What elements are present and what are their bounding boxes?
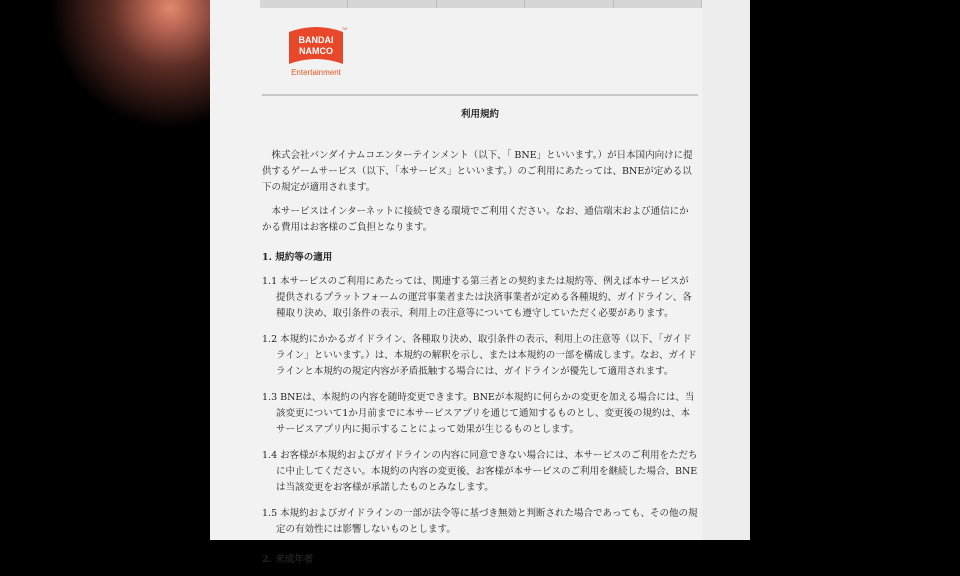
bandai-namco-logo bbox=[285, 24, 347, 78]
top-navigation-strip bbox=[260, 0, 702, 8]
terms-content bbox=[262, 148, 698, 576]
svg-text:NAMCO: NAMCO bbox=[299, 46, 333, 56]
intro-paragraph: 本サービスはインターネットに接続できる環境でご利用ください。なお、通信端末および通信にかかる費用はお客様のご負担となります。 bbox=[262, 206, 689, 233]
clause-1-3: 1.3 BNEは、本規約の内容を随時変更できます。BNEが本規約に何らかの変更を加える場合には、当該変更について1か月前までに本サービスアプリを通じて通知するものとし、変更後の規約は、本サービスアプリ内に掲示することによって効果が生じるものとします。 bbox=[262, 392, 695, 435]
svg-text:BANDAI: BANDAI bbox=[298, 35, 334, 45]
terms-page[interactable] bbox=[210, 0, 702, 565]
clause-1-5: 1.5 本規約およびガイドラインの一部が法令等に基づき無効と判断された場合であっても、その他の規定の有効性には影響しないものとします。 bbox=[262, 508, 698, 535]
top-tab[interactable] bbox=[525, 0, 613, 8]
background-panel-right bbox=[702, 0, 750, 540]
top-tab[interactable] bbox=[437, 0, 525, 8]
header-divider bbox=[262, 94, 698, 96]
svg-text:TM: TM bbox=[342, 27, 348, 31]
background-blur-left bbox=[0, 0, 212, 540]
document-title: 利用規約 bbox=[460, 109, 499, 120]
top-tab[interactable] bbox=[348, 0, 436, 8]
section-heading: 1. 規約等の適用 bbox=[262, 252, 333, 263]
top-tab[interactable] bbox=[614, 0, 702, 8]
clause-1-1: 1.1 本サービスのご利用にあたっては、関連する第三者との契約または規約等、例えば本サービスが提供されるプラットフォームの運営事業者または決済事業者が定める各種規約、ガイドライン、各種取り決め、取引条件の表示、利用上の注意等についても遵守していただく必要があります。 bbox=[262, 276, 692, 319]
clause-1-2: 1.2 本規約にかかるガイドライン、各種取り決め、取引条件の表示、利用上の注意等（以下、「ガイドライン」といいます。）は、本規約の解釈を示し、または本規約の一部を構成します。なお、ガイドラインと本規約の規定内容が矛盾抵触する場合には、ガイドラインが優先して適用されます。 bbox=[262, 334, 697, 377]
svg-text:Entertainment: Entertainment bbox=[291, 68, 341, 77]
intro-paragraph: 株式会社バンダイナムコエンターテインメント（以下、「 BNE」といいます。）が日本国内向けに提供するゲームサービス（以下、「本サービス」といいます。）のご利用にあたっては、BNEが定める以下の規定が適用されます。 bbox=[262, 150, 693, 193]
clause-1-4: 1.4 お客様が本規約およびガイドラインの内容に同意できない場合には、本サービスのご利用をただちに中止してください。本規約の内容の変更後、お客様が本サービスのご利用を継続した場合、BNEは当該変更をお客様が承諾したものとみなします。 bbox=[262, 450, 698, 493]
top-tab[interactable] bbox=[260, 0, 348, 8]
section-heading: 2. 未成年者 bbox=[262, 554, 314, 565]
